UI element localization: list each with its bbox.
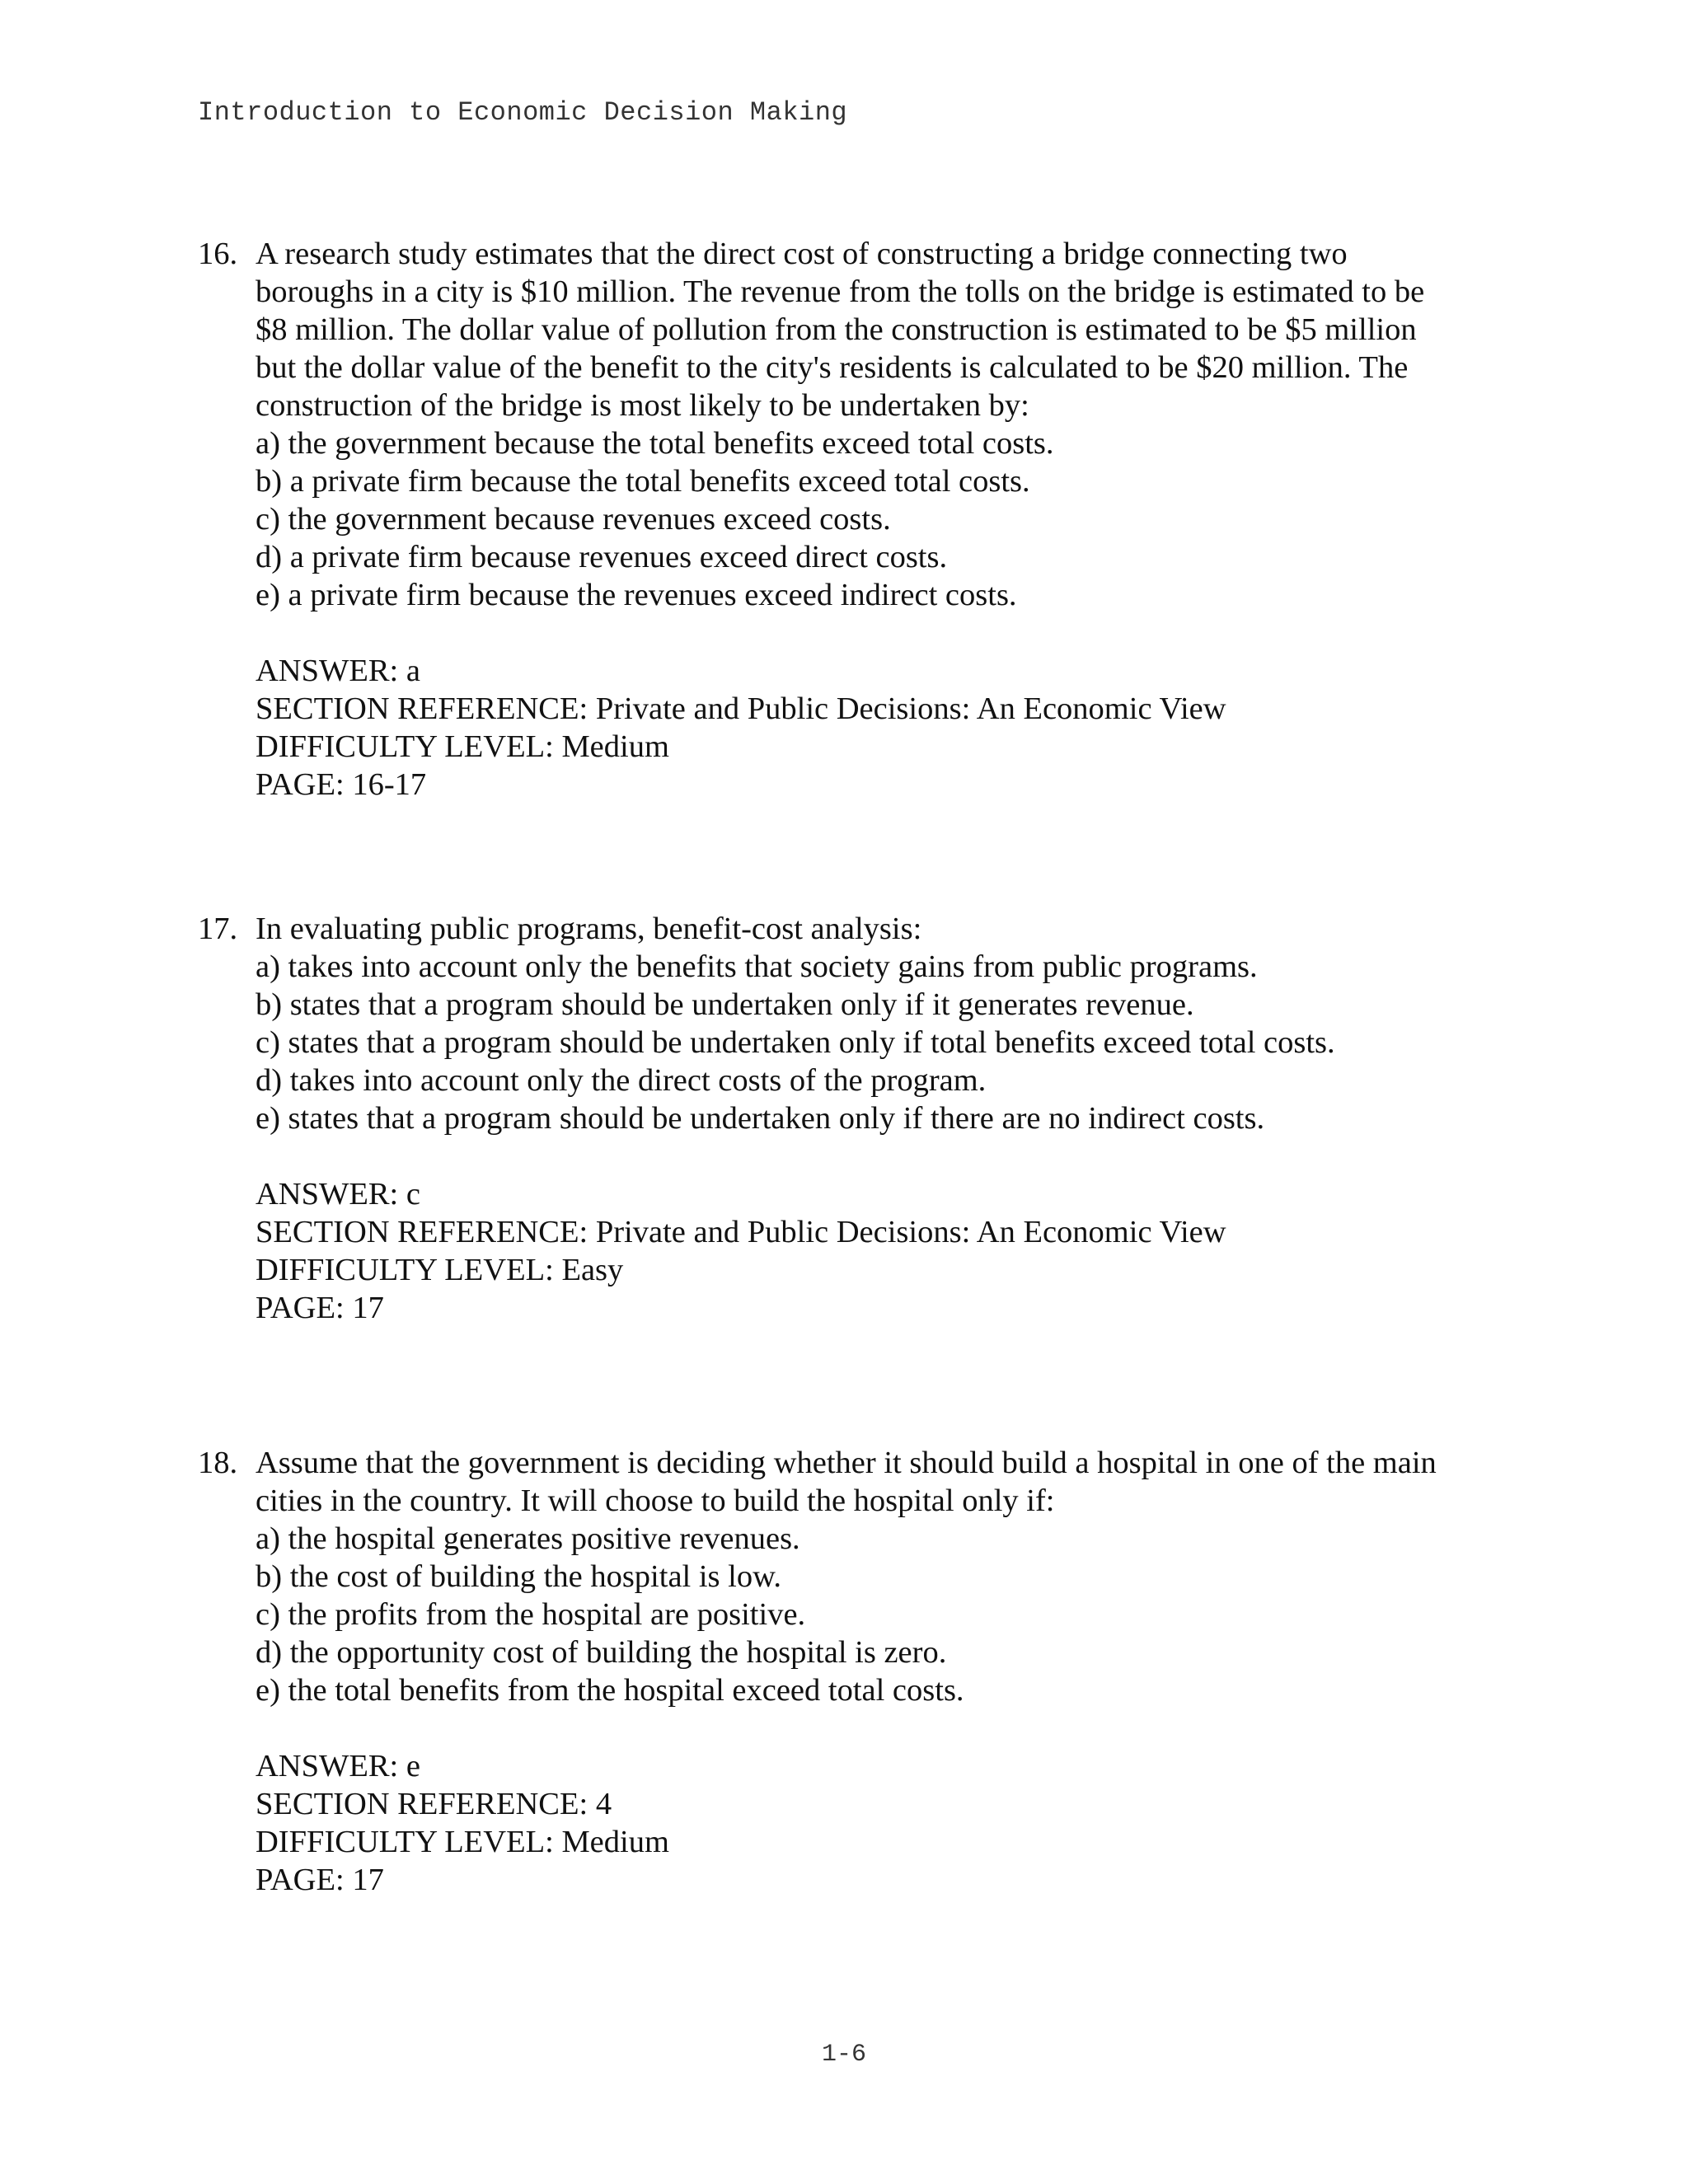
- question-stem-line: A research study estimates that the direct cost of constructing a bridge connecting two: [256, 237, 1348, 271]
- question-stem-line: cities in the country. It will choose to build the hospital only if:: [256, 1483, 1055, 1518]
- difficulty-level: DIFFICULTY LEVEL: Medium: [256, 1825, 669, 1859]
- section-reference: SECTION REFERENCE: 4: [256, 1787, 612, 1821]
- answer-option-d: d) the opportunity cost of building the hospital is zero.: [256, 1635, 947, 1670]
- question-stem-line: In evaluating public programs, benefit-cost analysis:: [256, 912, 922, 946]
- question-17: [198, 910, 1517, 1327]
- page-reference: PAGE: 17: [256, 1863, 384, 1897]
- answer-option-c: c) states that a program should be undertaken only if total benefits exceed total costs.: [256, 1025, 1335, 1060]
- question-body: [256, 235, 1517, 804]
- question-number: 16.: [198, 237, 238, 271]
- question-stem-line: Assume that the government is deciding whether it should build a hospital in one of the main: [256, 1446, 1437, 1480]
- section-reference: SECTION REFERENCE: Private and Public Decisions: An Economic View: [256, 691, 1226, 726]
- page-number: 1-6: [821, 2041, 866, 2069]
- question-number: 18.: [198, 1446, 238, 1480]
- question-number: 17.: [198, 912, 238, 946]
- difficulty-level: DIFFICULTY LEVEL: Medium: [256, 729, 669, 764]
- answer-option-d: d) a private firm because revenues exceed direct costs.: [256, 540, 948, 574]
- answer-key: ANSWER: a: [256, 654, 420, 688]
- answer-option-a: a) the hospital generates positive revenues.: [256, 1521, 800, 1556]
- answer-option-a: a) the government because the total benefits exceed total costs.: [256, 426, 1054, 461]
- question-body: [256, 910, 1517, 1327]
- question-18: [198, 1444, 1517, 1899]
- answer-option-c: c) the government because revenues exceed costs.: [256, 502, 891, 537]
- answer-option-d: d) takes into account only the direct costs of the program.: [256, 1063, 987, 1098]
- question-16: [198, 235, 1517, 804]
- answer-option-b: b) states that a program should be undertaken only if it generates revenue.: [256, 987, 1194, 1022]
- answer-option-c: c) the profits from the hospital are positive.: [256, 1597, 806, 1632]
- question-stem-line: construction of the bridge is most likely to be undertaken by:: [256, 388, 1029, 423]
- question-stem-line: but the dollar value of the benefit to the city's residents is calculated to be $20 million. The: [256, 350, 1409, 385]
- page-reference: PAGE: 17: [256, 1291, 384, 1325]
- question-body: [256, 1444, 1517, 1899]
- answer-option-b: b) the cost of building the hospital is low.: [256, 1559, 782, 1594]
- answer-option-e: e) states that a program should be undertaken only if there are no indirect costs.: [256, 1101, 1265, 1136]
- answer-option-a: a) takes into account only the benefits that society gains from public programs.: [256, 949, 1258, 984]
- difficulty-level: DIFFICULTY LEVEL: Easy: [256, 1253, 624, 1287]
- answer-key: ANSWER: e: [256, 1749, 420, 1783]
- question-stem-line: $8 million. The dollar value of pollution from the construction is estimated to be $5 million: [256, 312, 1417, 347]
- page-reference: PAGE: 16-17: [256, 767, 427, 802]
- question-stem-line: boroughs in a city is $10 million. The revenue from the tolls on the bridge is estimated to be: [256, 274, 1425, 309]
- answer-option-e: e) the total benefits from the hospital exceed total costs.: [256, 1673, 964, 1708]
- section-reference: SECTION REFERENCE: Private and Public Decisions: An Economic View: [256, 1215, 1226, 1249]
- answer-option-e: e) a private firm because the revenues exceed indirect costs.: [256, 578, 1017, 612]
- answer-key: ANSWER: c: [256, 1177, 420, 1212]
- page-header-title: Introduction to Economic Decision Making: [198, 97, 848, 128]
- answer-option-b: b) a private firm because the total benefits exceed total costs.: [256, 464, 1030, 499]
